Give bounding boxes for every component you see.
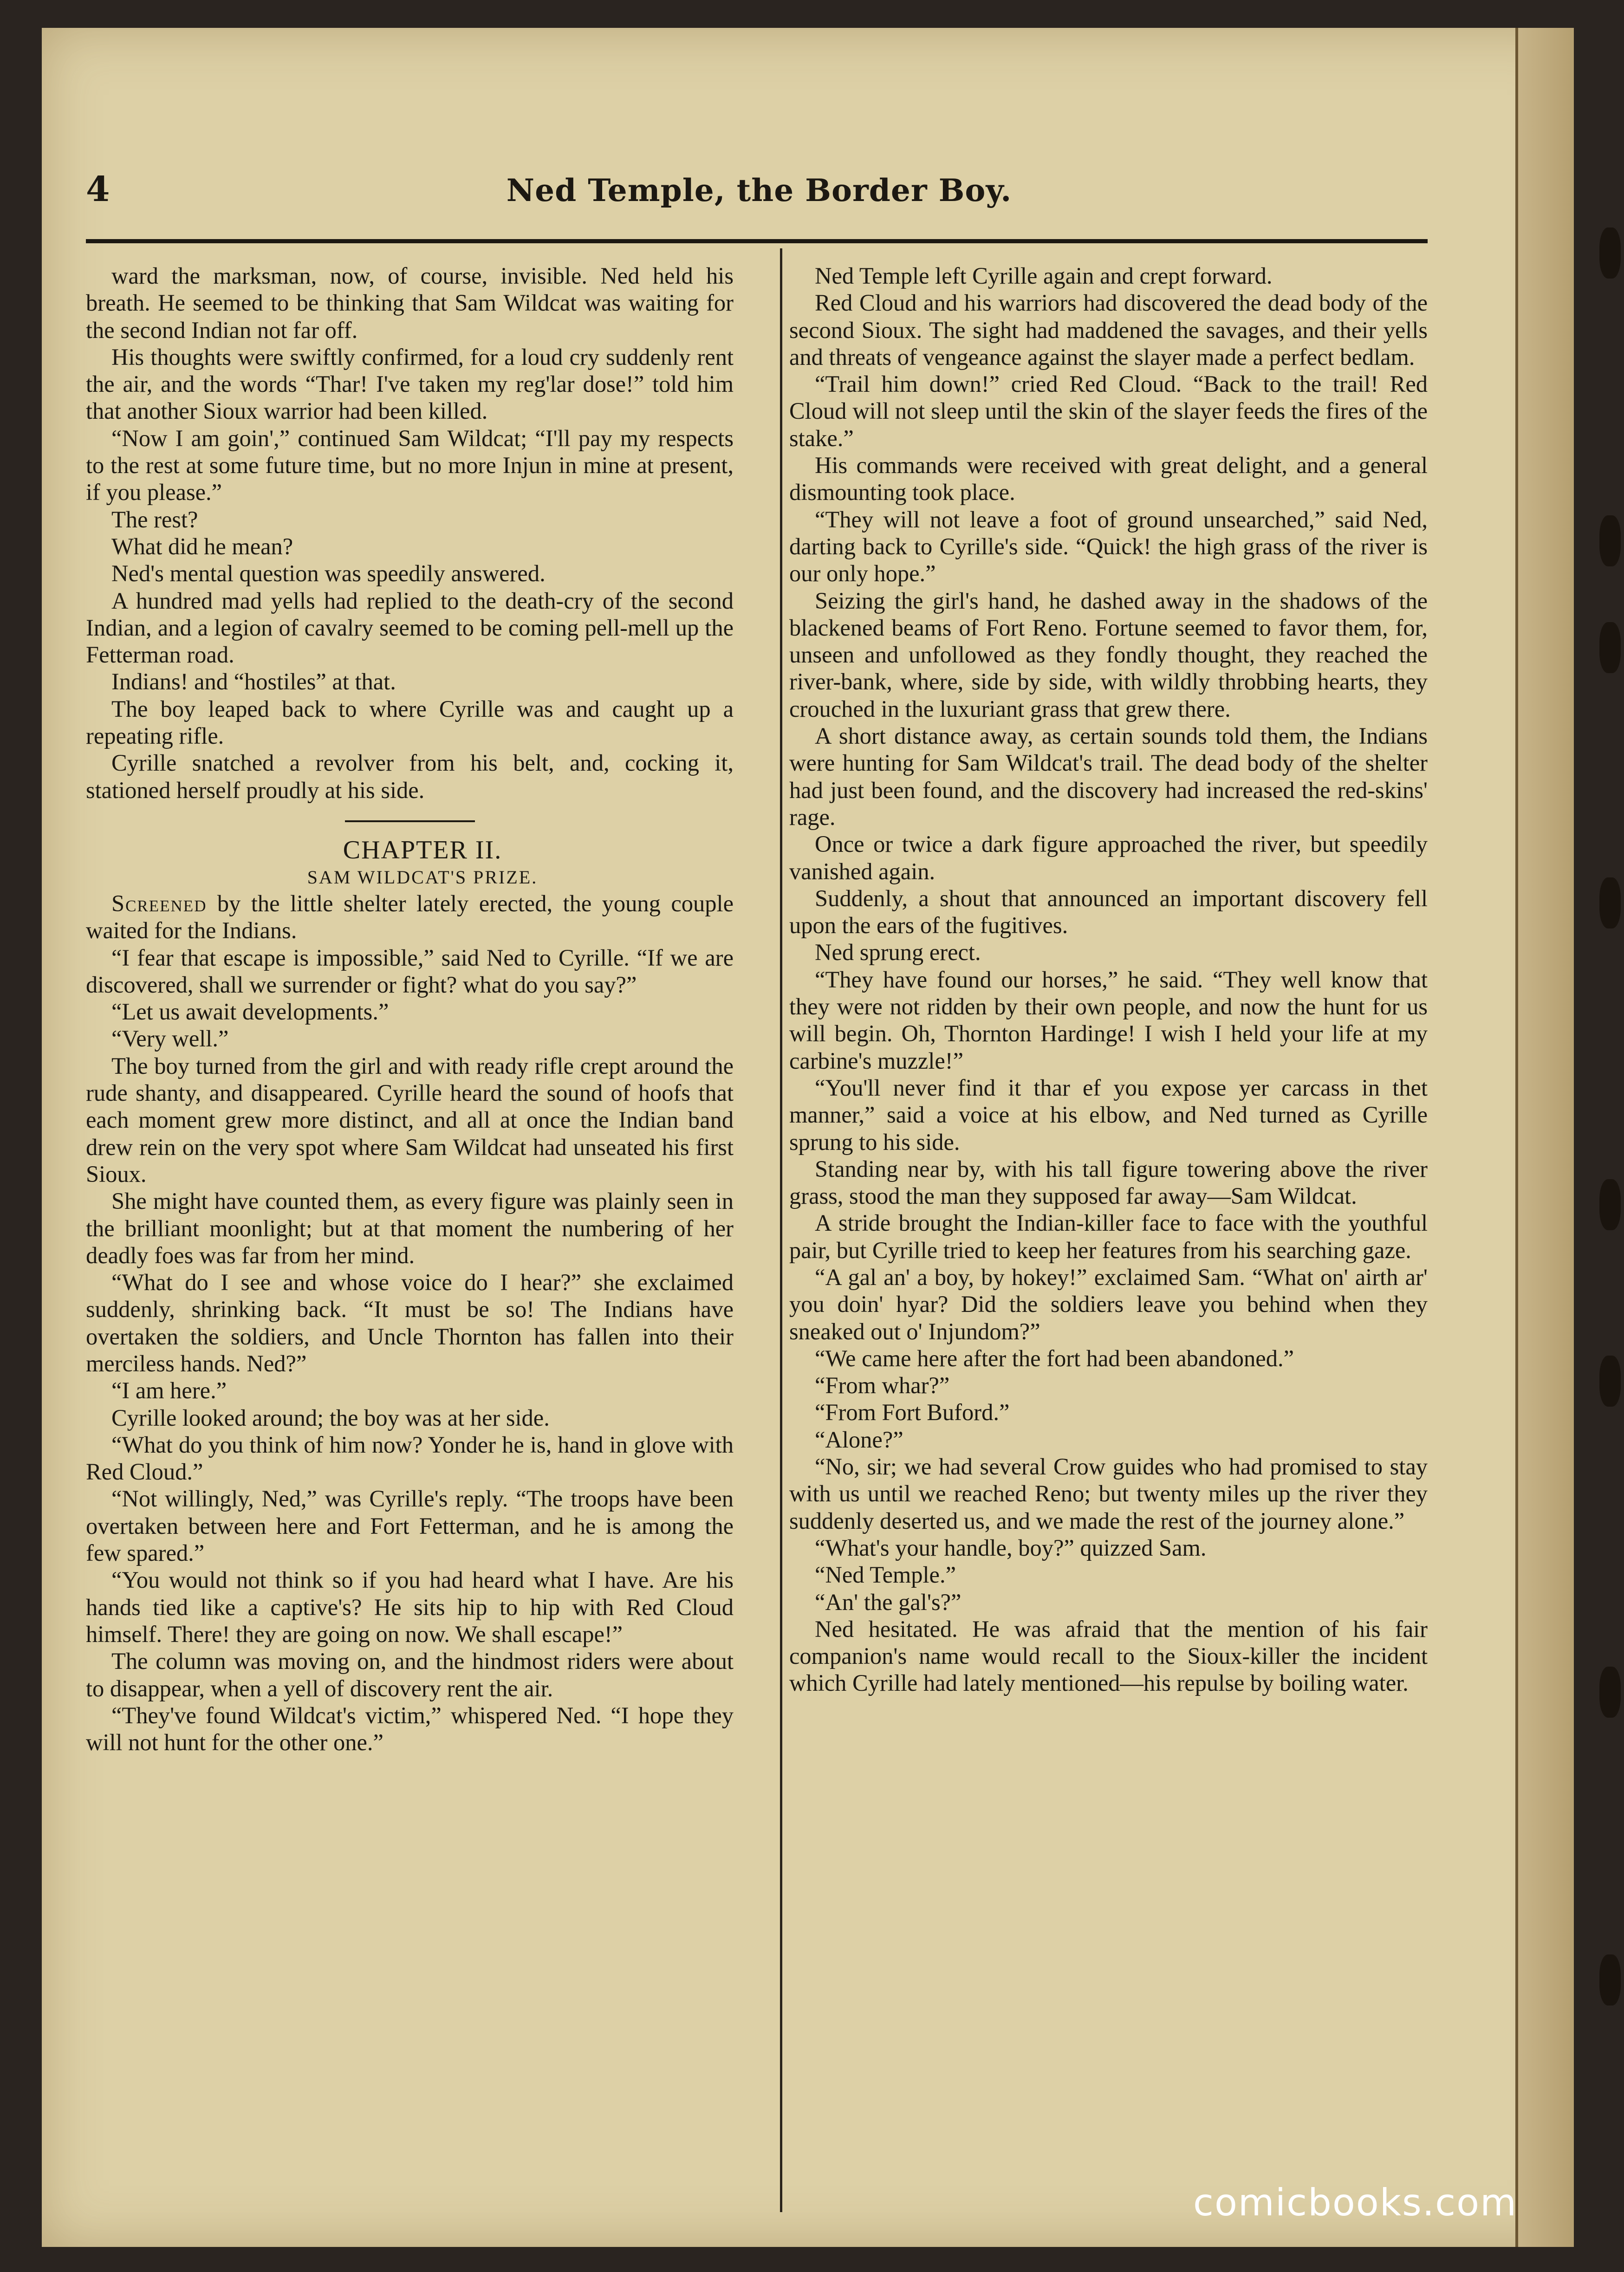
paragraph: The column was moving on, and the hindmost riders were about to disappear, when a yell of discovery rent the air. — [86, 1648, 734, 1701]
newspaper-page — [42, 28, 1574, 2247]
page-title: Ned Temple, the Border Boy. — [506, 172, 1012, 208]
chapter-lead-word: Screened — [111, 890, 207, 916]
paragraph: Red Cloud and his warriors had discovered the dead body of the second Sioux. The sight had maddened the savages, and their yells and threats of vengeance against the slayer made a perfect bedlam. — [789, 290, 1428, 370]
column-divider — [780, 248, 782, 2212]
binding-hole — [1599, 1356, 1621, 1407]
watermark: comicbooks.com — [1193, 2181, 1518, 2224]
chapter-first-paragraph-text: by the little shelter lately erected, the young couple waited for the Indians. — [86, 890, 734, 944]
left-paragraphs-before-chapter — [86, 262, 734, 804]
paragraph: Seizing the girl's hand, he dashed away in the shadows of the blackened beams of Fort Reno. Fortune seemed to favor them, for, unseen and unfollowed as they fondly thought, they reached the river-bank, where, side by side, with wildly throbbing hearts, they crouched in the luxuriant grass that grew there. — [789, 587, 1428, 722]
header-rule — [86, 239, 1428, 243]
paragraph: She might have counted them, as every figure was plainly seen in the brilliant moonlight; but at that moment the numbering of her deadly foes was far from her mind. — [86, 1188, 734, 1268]
paragraph: “Trail him down!” cried Red Cloud. “Back to the trail! Red Cloud will not sleep until the skin of the slayer feeds the fires of the stake.” — [789, 371, 1428, 451]
paragraph: “What's your handle, boy?” quizzed Sam. — [815, 1534, 1207, 1561]
paragraph: Ned hesitated. He was afraid that the mention of his fair companion's name would recall to the Sioux-killer the incident which Cyrille had lately mentioned—his repulse by boiling water. — [789, 1616, 1428, 1696]
paragraph: “Let us await developments.” — [111, 999, 389, 1025]
paragraph: Suddenly, a shout that announced an important discovery fell upon the ears of the fugitives. — [789, 885, 1428, 939]
paragraph: “You'll never find it thar ef you expose yer carcass in thet manner,” said a voice at his elbow, and Ned turned as Cyrille sprung to his side. — [789, 1074, 1428, 1155]
paragraph: The rest? — [111, 506, 198, 532]
left-column — [86, 262, 734, 1756]
paragraph: “Not willingly, Ned,” was Cyrille's reply. “The troops have been overtaken between here and Fort Fetterman, and he is among the few spared.” — [86, 1486, 734, 1566]
paragraph: A stride brought the Indian-killer face to face with the youthful pair, but Cyrille tried to keep her features from his searching gaze. — [789, 1210, 1428, 1263]
paragraph: Cyrille snatched a revolver from his belt, and, cocking it, stationed herself proudly at his side. — [86, 750, 734, 803]
paragraph: Cyrille looked around; the boy was at her side. — [111, 1404, 550, 1431]
paragraph: “We came here after the fort had been abandoned.” — [815, 1345, 1294, 1371]
binding-holes — [1599, 28, 1624, 2247]
paragraph: The boy leaped back to where Cyrille was and caught up a repeating rifle. — [86, 695, 734, 749]
chapter-separator — [345, 820, 475, 822]
paragraph: Ned Temple left Cyrille again and crept forward. — [815, 263, 1273, 289]
running-head — [86, 169, 1432, 221]
paragraph: “An' the gal's?” — [815, 1589, 961, 1615]
paragraph: “Ned Temple.” — [815, 1562, 956, 1588]
paragraph: “They will not leave a foot of ground unsearched,” said Ned, darting back to Cyrille's side. “Quick! the high grass of the river is our only hope.” — [789, 506, 1428, 587]
paragraph: “I am here.” — [111, 1377, 227, 1404]
chapter-first-paragraph — [86, 890, 734, 944]
paragraph: “What do you think of him now? Yonder he is, hand in glove with Red Cloud.” — [86, 1431, 734, 1485]
left-paragraphs-after-chapter — [86, 944, 734, 1756]
page-edge — [1515, 28, 1574, 2247]
paragraph: “I fear that escape is impossible,” said Ned to Cyrille. “If we are discovered, shall we surrender or fight? what do you say?” — [86, 944, 734, 998]
paragraph: ward the marksman, now, of course, invisible. Ned held his breath. He seemed to be thinking that Sam Wildcat was waiting for the second Indian not far off. — [86, 263, 734, 343]
paragraph: What did he mean? — [111, 533, 293, 559]
paragraph: A short distance away, as certain sounds told them, the Indians were hunting for Sam Wildcat's trail. The dead body of the shelter had just been found, and the discovery had increased the red-skins' rage. — [789, 723, 1428, 830]
paragraph: “From Fort Buford.” — [815, 1399, 1010, 1426]
right-paragraphs — [789, 262, 1428, 1697]
binding-hole — [1599, 1179, 1621, 1230]
paragraph: The boy turned from the girl and with ready rifle crept around the rude shanty, and disappeared. Cyrille heard the sound of hoofs that each moment grew more distinct, and all at once the Indian band drew rein on the very spot where Sam Wildcat had unseated his first Sioux. — [86, 1052, 734, 1187]
paragraph: Ned's mental question was speedily answered. — [111, 560, 546, 587]
binding-hole — [1599, 1954, 1621, 2006]
binding-hole — [1599, 515, 1621, 566]
paragraph: Once or twice a dark figure approached the river, but speedily vanished again. — [789, 831, 1428, 884]
paragraph: “They have found our horses,” he said. “They well know that they were not ridden by their own people, and now the hunt for us will begin. Oh, Thornton Hardinge! I wish I held your life at my carbine's muzzle!” — [789, 966, 1428, 1074]
binding-hole — [1599, 1667, 1621, 1718]
chapter-subtitle: SAM WILDCAT'S PRIZE. — [307, 866, 538, 888]
paragraph: Indians! and “hostiles” at that. — [111, 669, 396, 695]
right-column — [789, 262, 1428, 1697]
paragraph: Standing near by, with his tall figure towering above the river grass, stood the man they supposed far away—Sam Wildcat. — [789, 1155, 1428, 1209]
binding-hole — [1599, 877, 1621, 928]
binding-hole — [1599, 622, 1621, 673]
paragraph: “They've found Wildcat's victim,” whispered Ned. “I hope they will not hunt for the other one.” — [86, 1702, 734, 1756]
paragraph: “A gal an' a boy, by hokey!” exclaimed Sam. “What on' airth ar' you doin' hyar? Did the soldiers leave you behind when they sneaked out o' Injundom?” — [789, 1264, 1428, 1344]
paragraph: “From whar?” — [815, 1372, 950, 1399]
paragraph: “Alone?” — [815, 1426, 903, 1453]
paragraph: “You would not think so if you had heard what I have. Are his hands tied like a captive's? He sits hip to hip with Red Cloud himself. There! they are going on now. We shall escape!” — [86, 1567, 734, 1647]
page-number: 4 — [86, 169, 110, 209]
paragraph: “What do I see and whose voice do I hear?” she exclaimed suddenly, shrinking back. “It must be so! The Indians have overtaken the soldiers, and Uncle Thornton has fallen into their merciless hands. Ned?” — [86, 1269, 734, 1376]
paragraph: “No, sir; we had several Crow guides who had promised to stay with us until we reached Reno; but twenty miles up the river they suddenly deserted us, and we made the rest of the journey alone.” — [789, 1454, 1428, 1534]
chapter-title: CHAPTER II. — [343, 835, 502, 864]
paragraph: His commands were received with great delight, and a general dismounting took place. — [789, 452, 1428, 506]
paragraph: “Very well.” — [111, 1026, 229, 1052]
paragraph: “Now I am goin',” continued Sam Wildcat; “I'll pay my respects to the rest at some future time, but no more Injun in mine at present, if you please.” — [86, 425, 734, 506]
paragraph: Ned sprung erect. — [815, 939, 981, 966]
binding-hole — [1599, 227, 1621, 279]
paragraph: His thoughts were swiftly confirmed, for a loud cry suddenly rent the air, and the words “Thar! I've taken my reg'lar dose!” told him that another Sioux warrior had been killed. — [86, 344, 734, 424]
paragraph: A hundred mad yells had replied to the death-cry of the second Indian, and a legion of cavalry seemed to be coming pell-mell up the Fetterman road. — [86, 587, 734, 668]
